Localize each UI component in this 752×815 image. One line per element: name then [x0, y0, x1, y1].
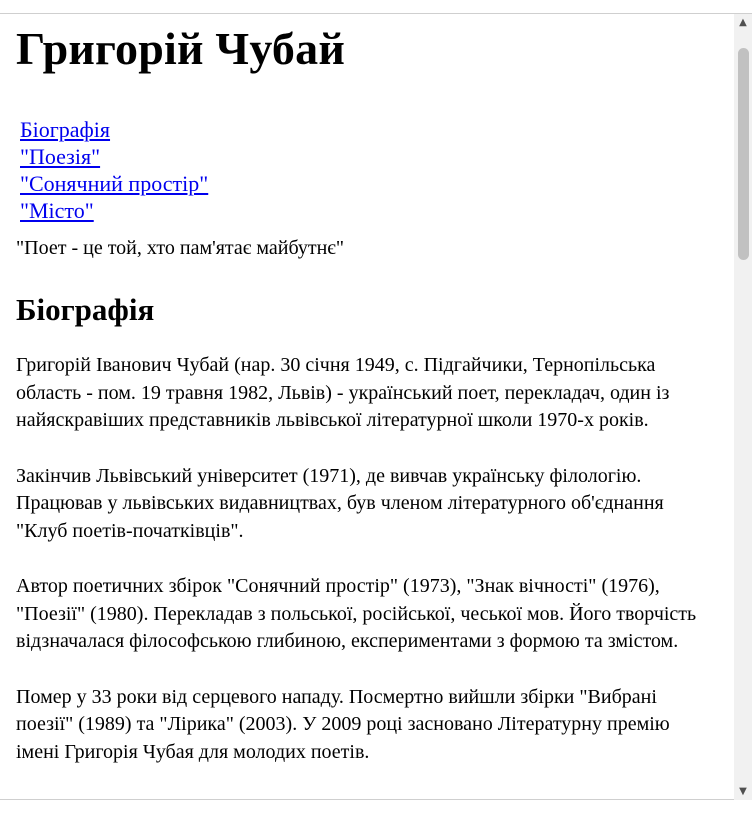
- toc-item: [20, 143, 718, 170]
- toc-item: [20, 197, 718, 224]
- scroll-down-arrow-icon[interactable]: ▼: [739, 786, 747, 797]
- scrollbar-thumb[interactable]: [738, 48, 749, 260]
- toc-link-biography[interactable]: Біографія: [20, 117, 111, 142]
- biography-paragraph: Помер у 33 роки від серцевого нападу. Посмертно вийшли збірки "Вибрані поезії" (1989) та "Лірика" (2003). У 2009 році засновано Літературну премію імені Григорія Чубая для молодих поетів.: [16, 685, 670, 763]
- toc-item: [20, 116, 718, 143]
- page-viewport: [0, 14, 734, 800]
- toc-item: [20, 170, 718, 197]
- scroll-up-arrow-icon[interactable]: ▲: [739, 17, 747, 28]
- biography-paragraph: Григорій Іванович Чубай (нар. 30 січня 1949, с. Підгайчики, Тернопільська область - пом. 19 травня 1982, Львів) - український поет, перекладач, один із найяскравіших представників львівської літературної школи 1970-х років.: [16, 354, 670, 431]
- biography-paragraph: Автор поетичних збірок "Сонячний простір" (1973), "Знак вічності" (1976), "Поезії" (1980). Перекладав з польської, російської, чеської мов. Його творчість відзначалася філософською глибиною, експериментами з формою та змістом.: [16, 575, 697, 652]
- biography-paragraph: Закінчив Львівський університет (1971), де вивчав українську філологію. Працював у львівських видавництвах, був членом літературного об'єднання "Клуб поетів-початківців".: [16, 464, 664, 542]
- biography-heading: Біографія: [16, 292, 155, 327]
- toc-link-poetry[interactable]: "Поезія": [20, 144, 101, 169]
- page-content: [0, 24, 734, 766]
- vertical-scrollbar[interactable]: [734, 14, 752, 800]
- epigraph-quote: "Поет - це той, хто пам'ятає майбутнє": [16, 237, 345, 259]
- page-title: Григорій Чубай: [16, 23, 346, 74]
- toc-link-city[interactable]: "Місто": [20, 198, 94, 223]
- toc-link-sunny-space[interactable]: "Сонячний простір": [20, 171, 209, 196]
- table-of-contents: [20, 116, 718, 224]
- viewport-bottom-border: [0, 799, 734, 800]
